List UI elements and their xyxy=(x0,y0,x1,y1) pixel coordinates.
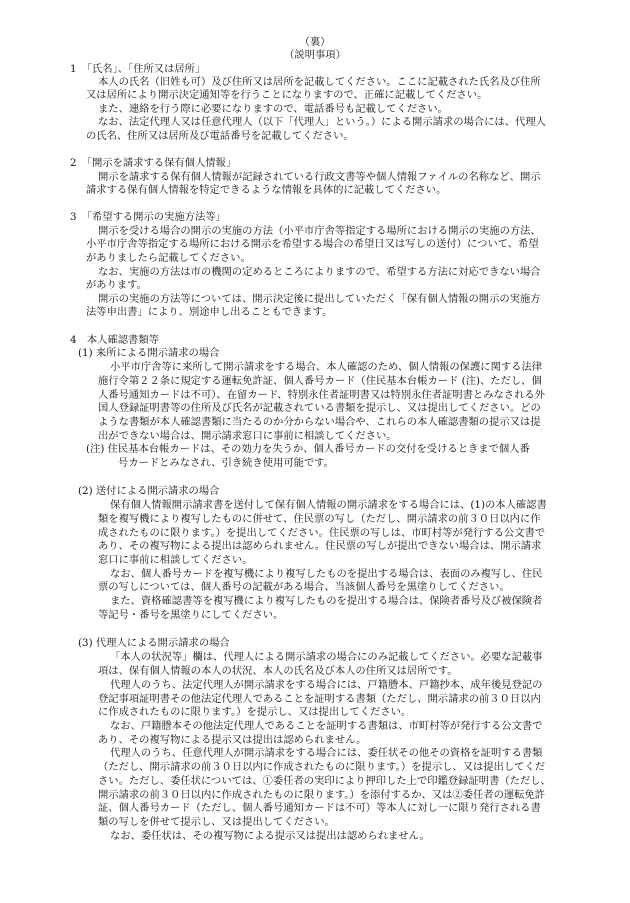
text-line: 請求する保有個人情報を特定できるような情報を具体的に記載してください。 xyxy=(86,184,447,196)
text-line: 保有個人情報開示請求書を送付して保有個人情報の開示請求をする場合には、(1)の本人確認書 xyxy=(110,499,547,511)
text-line: 代理人のうち、法定代理人が開示請求をする場合には、戸籍謄本、戸籍抄本、成年後見登記の xyxy=(110,679,543,691)
text-line: に作成されたものに限ります。）を提示し、又は提出してください。 xyxy=(98,706,412,718)
text-line: の氏名、住所又は居所及び電話番号を記載してください。 xyxy=(86,130,354,142)
section-4-heading: 4 本人確認書類等 xyxy=(70,334,159,346)
text-line: 「本人の状況等」欄は、代理人による開示請求の場合にのみ記載してください。必要な記載事 xyxy=(110,651,543,663)
text-line: なお、法定代理人又は任意代理人（以下「代理人」という。）による開示請求の場合には、代理人 xyxy=(98,116,546,128)
note-line: 号カードとみなされ、引き続き使用可能です。 xyxy=(118,457,335,469)
text-line: 開示の実施の方法等については、開示決定後に提出していただく「保有個人情報の開示の実施方 xyxy=(98,293,541,305)
text-line: 票の写しについては、個人番号の記載がある場合、当該個人番号を黒塗りしてください。 xyxy=(98,581,510,593)
text-line: ような書類が本人確認書類に当たるのか分からない場合や、これらの本人確認書類の提示又は提 xyxy=(98,416,541,428)
text-line: 等記号・番号を黒塗りにしてください。 xyxy=(98,609,284,621)
text-line: 登記事項証明書その他法定代理人であることを証明する書類（ただし、開示請求の前３０日以内 xyxy=(98,693,541,705)
text-line: 項は、保有個人情報の本人の状況、本人の氏名及び本人の住所又は居所です。 xyxy=(98,665,458,677)
note-line: (注) 住民基本台帳カードは、その効力を失うか、個人番号カードの交付を受けるときまで個人番 xyxy=(86,443,530,455)
text-line: なお、戸籍謄本その他法定代理人であることを証明する書類は、市町村等が発行する公文書で xyxy=(110,720,543,732)
subsection-1-heading: (1) 来所による開示請求の場合 xyxy=(78,347,220,359)
text-line: 小平市庁舎等に来所して開示請求をする場合、本人確認のため、個人情報の保護に関する法律 xyxy=(110,361,543,373)
text-line: さい。ただし、委任状については、①委任者の実印により押印した上で印鑑登録証明書（ただし、 xyxy=(98,775,551,787)
text-line: 開示を受ける場合の開示の実施の方法（小平市庁舎等指定する場所における開示の実施の方法、 xyxy=(98,225,541,237)
text-line: がありましたら記載してください。 xyxy=(86,252,251,264)
text-line: 窓口に事前に相談してください。 xyxy=(98,554,253,566)
section-3-heading: 3 「希望する開示の実施方法等」 xyxy=(70,211,226,223)
subsection-2-heading: (2) 送付による開示請求の場合 xyxy=(78,485,220,497)
text-line: なお、実施の方法は市の機関の定めるところによりますので、希望する方法に対応できない場合 xyxy=(98,266,541,278)
text-line: 法等申出書」により、別途申し出ることもできます。 xyxy=(86,306,333,318)
text-line: 成されたものに限ります。）を提出してください。住民票の写しは、市町村等が発行する公文書で xyxy=(98,527,546,539)
section-1-heading: 1 「氏名」、「住所又は居所」 xyxy=(70,63,206,75)
section-2-heading: 2 「開示を請求する保有個人情報」 xyxy=(70,157,237,169)
text-line: 類を複写機により複写したものに併せて、住民票の写し（ただし、開示請求の前３０日以内に作 xyxy=(98,513,541,525)
text-line: また、連絡を行う際に必要になりますので、電話番号も記載してください。 xyxy=(98,103,448,115)
text-line: 代理人のうち、任意代理人が開示請求をする場合には、委任状その他その資格を証明する書類 xyxy=(110,747,543,759)
page-subtitle: （説明事項） xyxy=(284,49,346,61)
page-title: （裏） xyxy=(299,36,331,48)
text-line: 類の写しを併せて提示し、又は提出してください。 xyxy=(98,816,335,828)
text-line: 又は居所により開示決定通知等を行うことになりますので、正確に記載してください。 xyxy=(86,89,488,101)
text-line: 国人登録証明書等の住所及び氏名が記載されている書類を提示し、又は提出してください。どの xyxy=(98,402,541,414)
text-line: 人番号通知カードは不可）、在留カード、特別永住者証明書又は特別永住者証明書とみなされる外 xyxy=(98,389,545,401)
text-line: 施行令第２２条に規定する運転免許証、個人番号カード（住民基本台帳カード (注)、ただし、個 xyxy=(98,375,542,387)
text-line: 証、個人番号カード（ただし、個人番号通知カードは不可）等本人に対し一に限り発行される書 xyxy=(98,802,541,814)
text-line: また、資格確認書等を複写機により複写したものを提出する場合は、保険者番号及び被保険者 xyxy=(110,595,543,607)
text-line: あり、その複写物による提示又は提出は認められません。 xyxy=(98,734,367,746)
text-line: （ただし、開示請求の前３０日以内に作成されたものに限ります。）を提示し、又は提出してくだ xyxy=(98,761,546,773)
text-line: 出ができない場合は、開示請求窓口に事前に相談してください。 xyxy=(98,430,397,442)
text-line: なお、個人番号カードを複写機により複写したものを提出する場合は、表面のみ複写し、住民 xyxy=(110,568,543,580)
text-line: 開示を請求する保有個人情報が記録されている行政文書等や個人情報ファイルの名称など、開示 xyxy=(98,171,541,183)
text-line: なお、委任状は、その複写物による提示又は提出は認められません。 xyxy=(110,830,430,842)
subsection-3-heading: (3) 代理人による開示請求の場合 xyxy=(78,637,230,649)
text-line: があります。 xyxy=(86,279,147,291)
text-line: 開示請求の前３０日以内に作成されたものに限ります。）を添付するか、又は②委任者の運転免許 xyxy=(98,789,546,801)
text-line: あり、その複写物による提出は認められません。住民票の写しが提出できない場合は、開示請求 xyxy=(98,540,542,552)
text-line: 小平市庁舎等指定する場所における開示を希望する場合の希望日又は写しの送付）について、希望 xyxy=(86,238,539,250)
text-line: 本人の氏名（旧姓も可）及び住所又は居所を記載してください。ここに記載された氏名及び住所 xyxy=(98,76,541,88)
